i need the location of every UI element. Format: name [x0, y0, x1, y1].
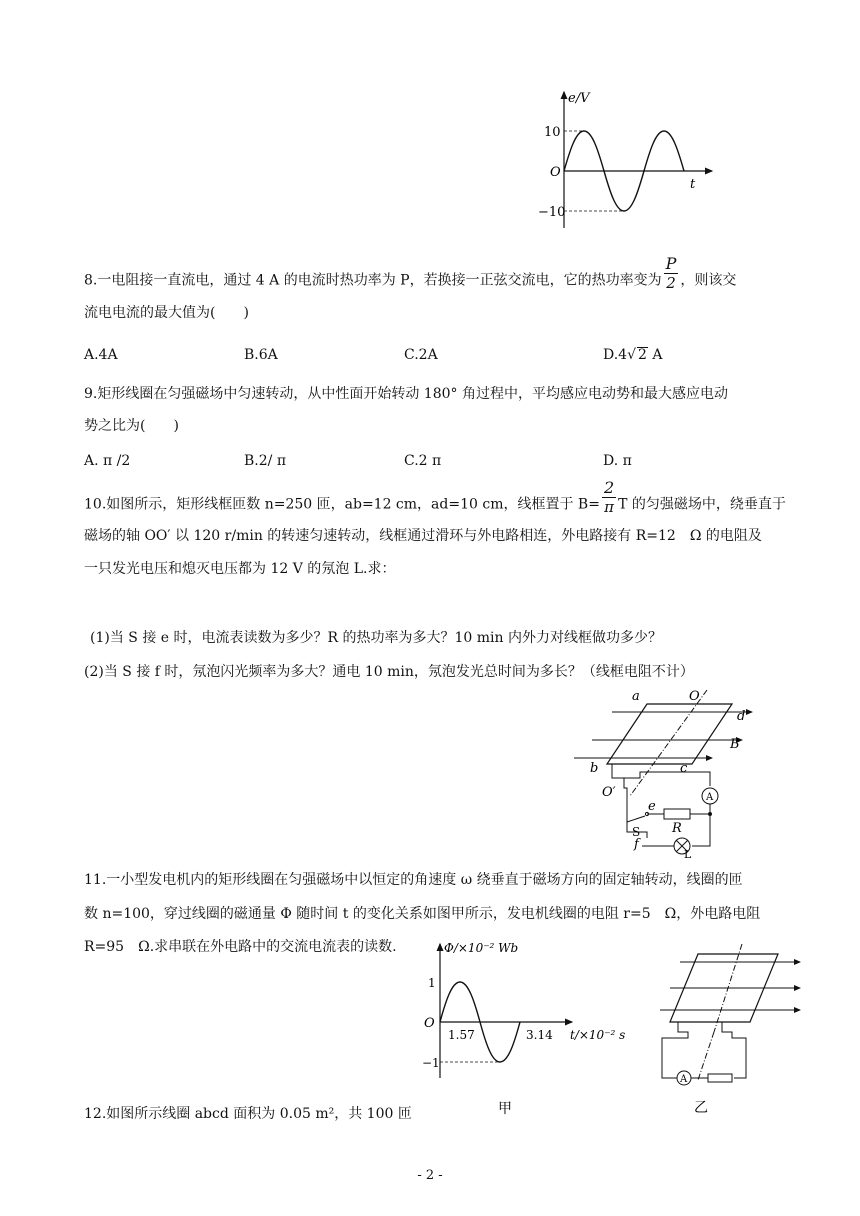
q8-option-d-root: 2: [638, 347, 647, 363]
q10-sub-1: (1)当 S 接 e 时，电流表读数为多少？R 的热功率为多大？10 min 内外力对线框做功多少？: [90, 630, 662, 646]
q11-line-2: 数 n=100，穿过线圈的磁通量 Φ 随时间 t 的变化关系如图甲所示，发电机线圈的电阻 r=5 Ω，外电路电阻: [84, 906, 761, 922]
label-f: f: [634, 837, 639, 852]
q8-text-b: ，则该交: [680, 272, 737, 289]
label-O-prime: O′: [602, 785, 616, 800]
label-b: b: [590, 761, 599, 776]
fig-e-t-graph: [530, 88, 730, 238]
q8-line-1: [84, 254, 737, 292]
q9-option-c: C.2 π: [404, 453, 442, 469]
q10-frac-num: 2: [603, 478, 615, 497]
fig-flux-graph: [418, 938, 642, 1118]
q11-line-1: 11.一小型发电机内的矩形线圈在匀强磁场中以恒定的角速度 ω 绕垂直于磁场方向的固定轴转动，线圈的匝: [84, 872, 743, 888]
fig-yi-caption: 乙: [694, 1100, 708, 1116]
q8-fraction: [664, 255, 679, 292]
q9-line-1: 9.矩形线圈在匀强磁场中匀速转动，从中性面开始转动 180° 角过程中，平均感应电动势和最大感应电动: [84, 386, 728, 402]
yi-ammeter-label: A: [680, 1074, 688, 1085]
q10-line-2: 磁场的轴 OO′ 以 120 r/min 的转速匀速转动，线框通过滑环与外电路相连，外电路接有 R=12 Ω 的电阻及: [84, 528, 762, 544]
q10-line-3: 一只发光电压和熄灭电压都为 12 V 的氖泡 L.求：: [84, 561, 396, 577]
page-number: - 2 -: [417, 1168, 443, 1183]
fig-coil-ammeter: [650, 940, 810, 1116]
label-S: S: [632, 825, 641, 839]
q8-line-2: 流电电流的最大值为( ): [84, 305, 249, 321]
origin-label: O: [550, 165, 561, 180]
q10-frac-den: π: [604, 498, 614, 516]
q9-option-a: A. π /2: [84, 453, 131, 469]
x-axis-label: t: [690, 177, 696, 192]
q8-option-a: A.4A: [84, 347, 118, 363]
fig-rotating-coil-circuit: [572, 686, 772, 858]
flux-tick-m1: −1: [422, 1056, 440, 1070]
q8-frac-num: P: [665, 254, 677, 273]
q8-frac-den: 2: [666, 274, 676, 292]
q8-option-d: [603, 345, 663, 365]
q10-line-1: [84, 478, 786, 516]
label-a: a: [632, 689, 640, 704]
label-L: L: [684, 848, 692, 858]
flux-x-tick-2: 3.14: [526, 1028, 553, 1042]
q8-option-d-suffix: A: [647, 347, 663, 363]
q9-option-d: D. π: [603, 453, 632, 469]
tick-bottom: −10: [538, 205, 566, 220]
tick-top: 10: [544, 125, 561, 140]
flux-y-label: Φ/×10⁻² Wb: [444, 941, 519, 955]
flux-x-tick-1: 1.57: [448, 1028, 475, 1042]
y-axis-label: e/V: [568, 91, 590, 106]
label-O: O: [689, 689, 700, 704]
q8-option-d-prefix: D.4: [603, 347, 628, 363]
q9-option-b: B.2/ π: [244, 453, 287, 469]
q10-sub-2: (2)当 S 接 f 时，氖泡闪光频率为多大？通电 10 min，氖泡发光总时间为多长？（线框电阻不计）: [84, 664, 694, 680]
q9-line-2: 势之比为( ): [84, 418, 179, 434]
flux-x-label: t/×10⁻² s: [570, 1028, 626, 1042]
label-c: c: [680, 761, 688, 776]
flux-tick-1: 1: [428, 976, 436, 990]
q8-option-b: B.6A: [244, 347, 278, 363]
q8-text-a: 8.一电阻接一直流电，通过 4 A 的电流时热功率为 P，若换接一正弦交流电，它的热功率变为: [84, 272, 662, 289]
flux-origin: O: [424, 1016, 435, 1031]
q10-text-b: T 的匀强磁场中，绕垂直于: [618, 496, 786, 513]
q12-line-1: 12.如图所示线圈 abcd 面积为 0.05 m²，共 100 匝: [84, 1106, 412, 1122]
q11-line-3: R=95 Ω.求串联在外电路中的交流电流表的读数.: [84, 939, 397, 955]
label-d: d: [737, 709, 746, 724]
label-R: R: [672, 821, 682, 836]
sqrt-icon: √: [627, 347, 637, 363]
q10-fraction: [602, 479, 616, 516]
label-B: B: [730, 737, 740, 752]
q8-option-c: C.2A: [404, 347, 438, 363]
ammeter-label: A: [706, 792, 714, 803]
q10-text-a: 10.如图所示，矩形线框匝数 n=250 匝，ab=12 cm，ad=10 cm，线框置于 B=: [84, 496, 600, 513]
label-e: e: [648, 799, 656, 814]
fig-jia-caption: 甲: [498, 1101, 512, 1117]
